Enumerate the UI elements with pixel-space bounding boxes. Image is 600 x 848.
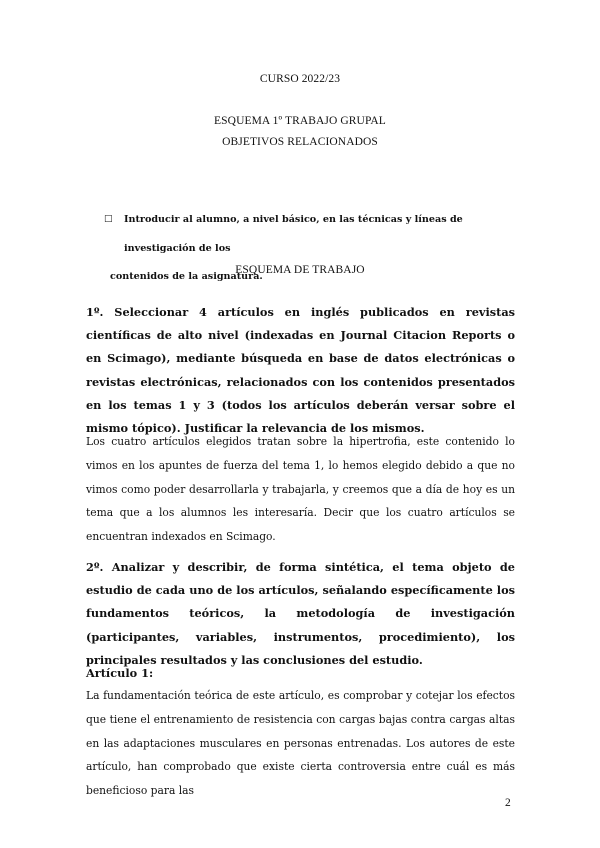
article-1-heading: Artículo 1: [86,666,154,680]
task-2-text: 2º. Analizar y describir, de forma sintética, el tema objeto de estudio de cada uno de los artículos, señalando específicamente los fundamentos teóricos, la metodología de investigación (participantes, variables, instrumentos, procedimiento), los principales resultados y las conclusiones del estudio. [86,560,515,667]
square-bullet-icon: □ [104,214,113,224]
scheme-title: ESQUEMA 1º TRABAJO GRUPAL [214,115,386,127]
task-1-answer: Los cuatro artículos elegidos tratan sobre la hipertrofia, este contenido lo vimos en los apuntes de fuerza del tema 1, lo hemos elegido debido a que no vimos como poder desarrollarla y trabajarla, y creemos que a día de hoy es un tema que a los alumnos les interesaría. Decir que los cuatro artículos se encuentran indexados en Scimago. [86,435,515,544]
objective-item [104,205,524,291]
work-scheme-title: ESQUEMA DE TRABAJO [235,264,365,276]
article-1-body: La fundamentación teórica de este artículo, es comprobar y cotejar los efectos que tiene el entrenamiento de resistencia con cargas bajas contra cargas altas en las adaptaciones musculares en personas entrenadas. Los autores de este artículo, han comprobado que existe cierta controversia entre cuál es más beneficioso para las [86,689,515,798]
objectives-title: OBJETIVOS RELACIONADOS [222,136,378,148]
objective-line-2: contenidos de la asignatura. [110,271,263,282]
task-1-text: 1º. Seleccionar 4 artículos en inglés publicados en revistas científicas de alto nivel (indexadas en Journal Citacion Reports o en Scimago), mediante búsqueda en base de datos electrónicas o revistas electrónicas, relacionados con los contenidos presentados en los temas 1 y 3 (todos los artículos deberán versar sobre el mismo tópico). Justificar la relevancia de los mismos. [86,305,515,436]
course-label: CURSO 2022/23 [259,73,341,85]
page-number: 2 [505,797,511,809]
objective-line-1: Introducir al alumno, a nivel básico, en las técnicas y líneas de investigación de los [124,214,463,254]
